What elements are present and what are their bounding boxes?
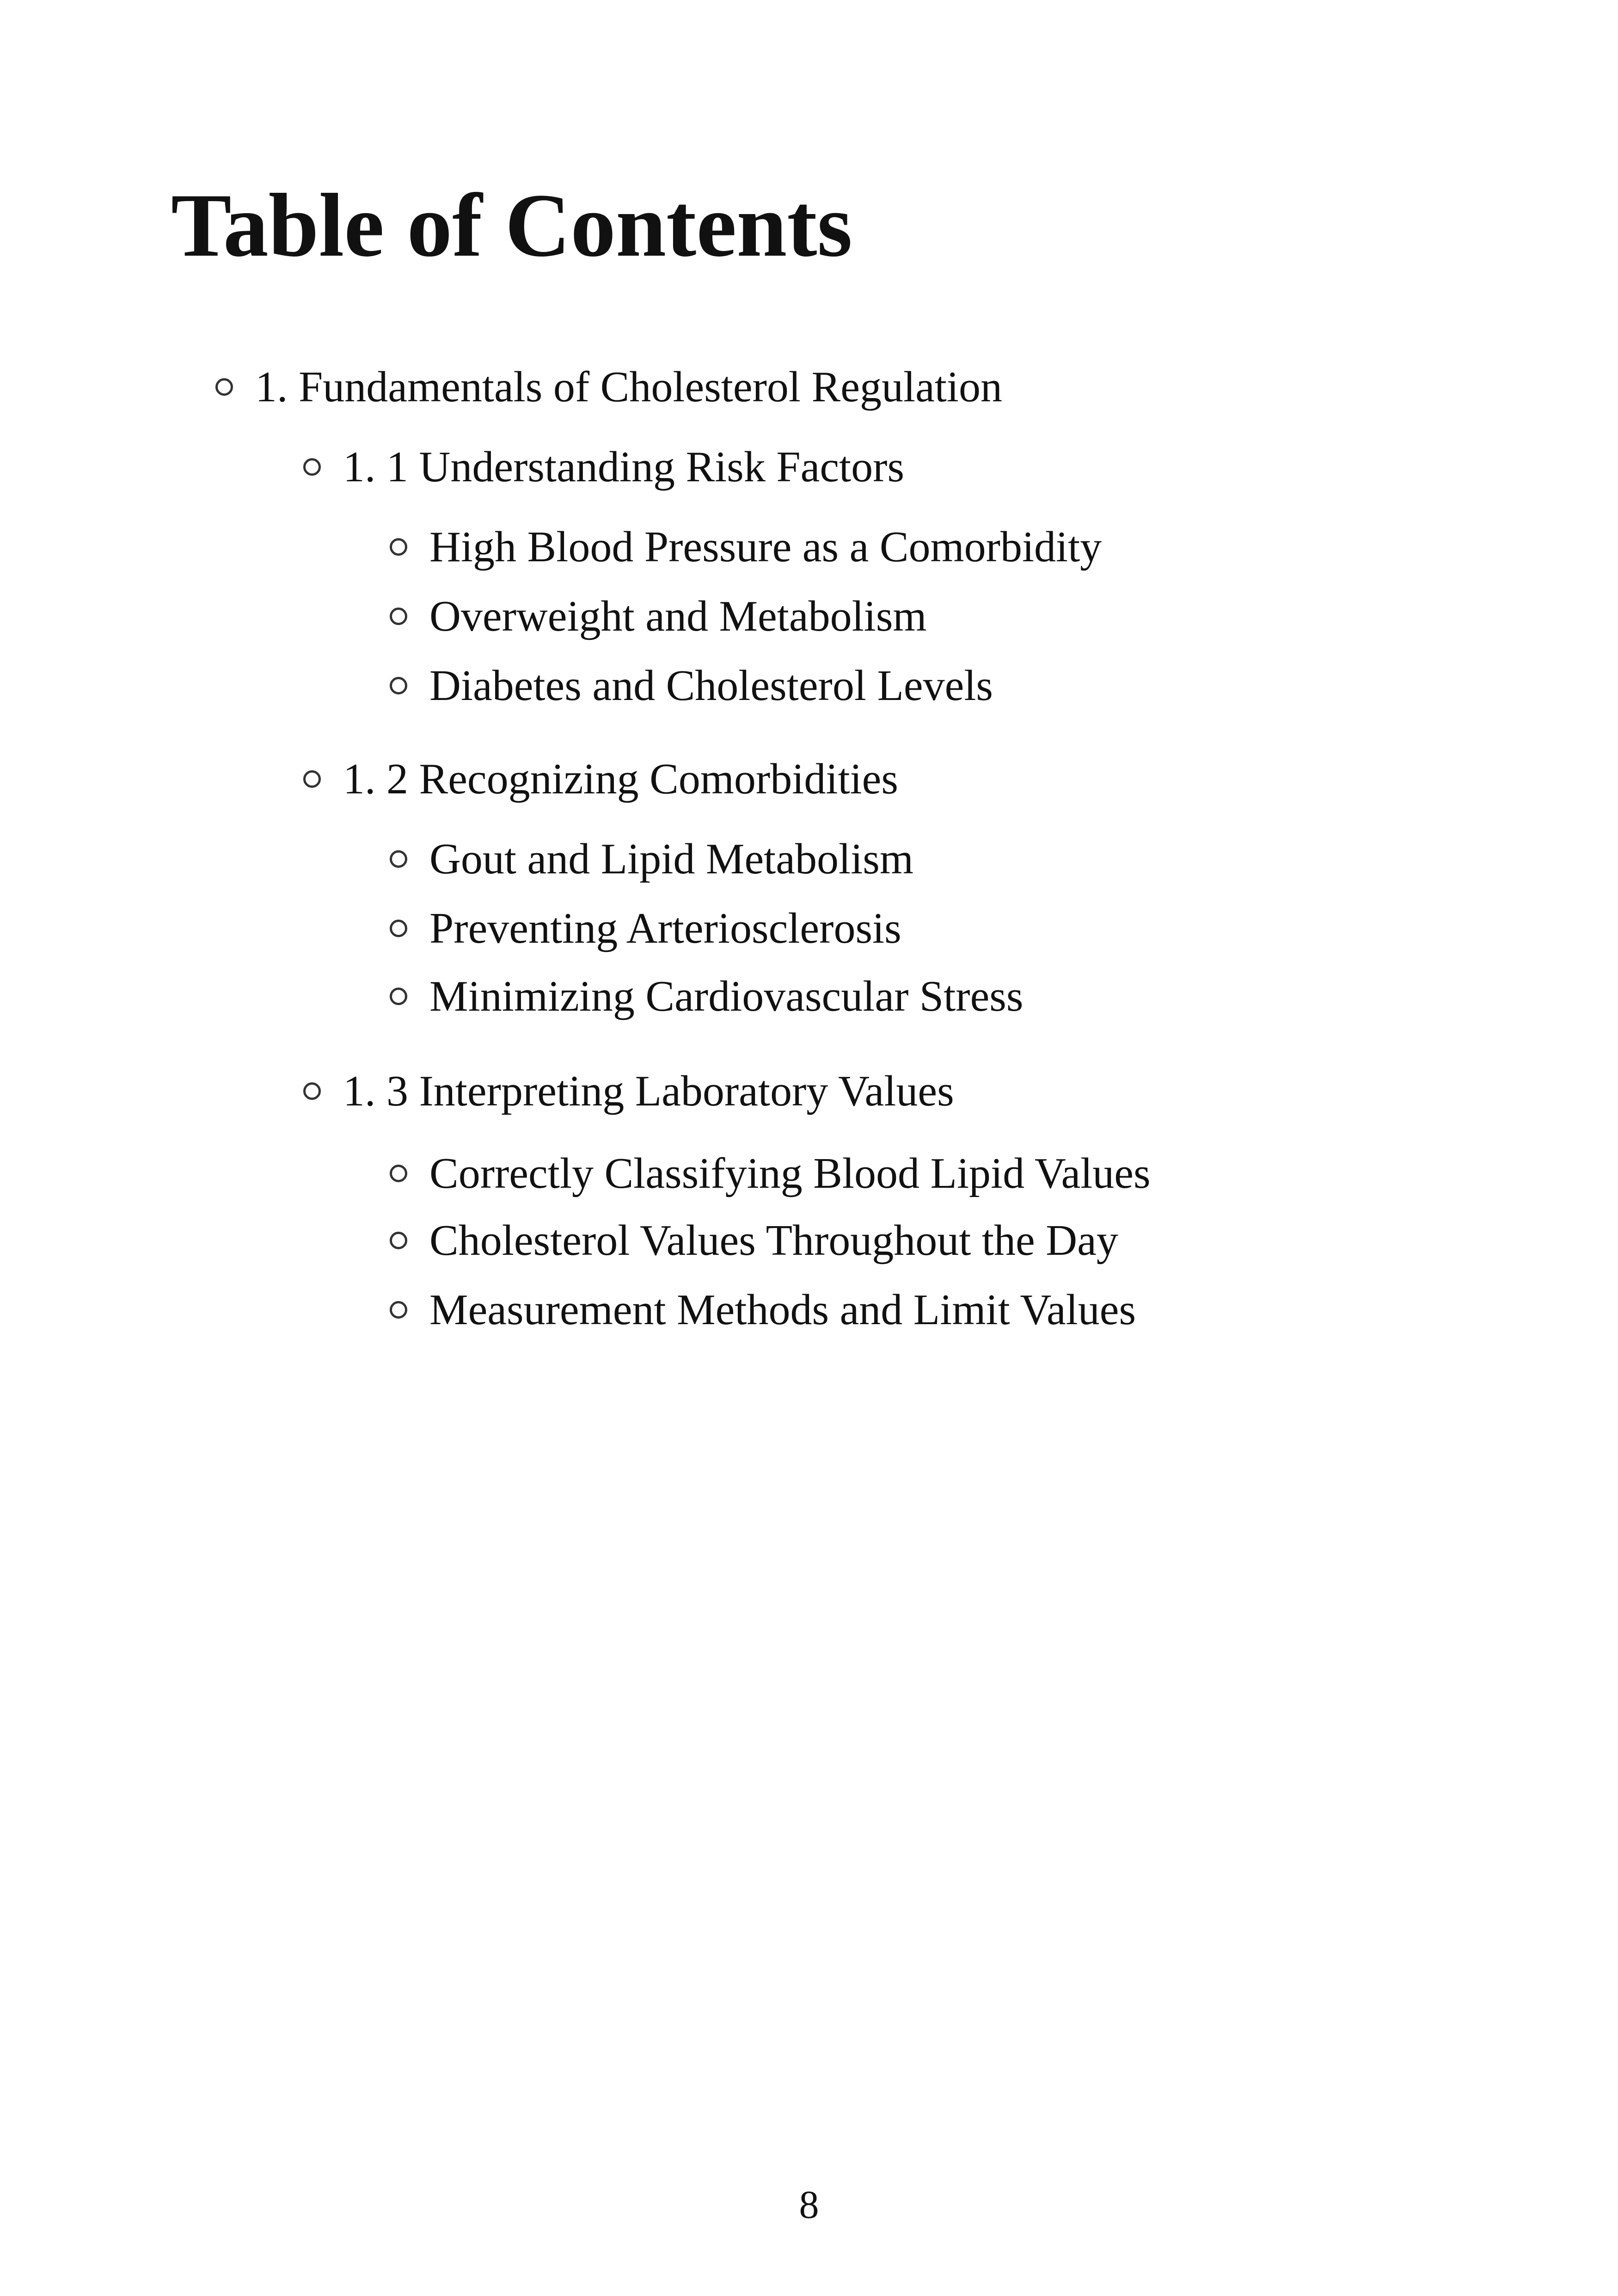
toc-item-cardiovascular-stress[interactable] xyxy=(390,972,1024,1020)
page-number: 8 xyxy=(799,2182,819,2227)
toc-item-label: Overweight and Metabolism xyxy=(429,592,927,640)
toc-section-1-1[interactable] xyxy=(303,445,904,489)
toc-item-label: Cholesterol Values Throughout the Day xyxy=(429,1216,1118,1265)
hollow-circle-bullet-icon xyxy=(303,1082,321,1100)
toc-section-label: 1. 2 Recognizing Comorbidities xyxy=(343,755,898,803)
hollow-circle-bullet-icon xyxy=(390,608,407,625)
toc-item-label: High Blood Pressure as a Comorbidity xyxy=(429,523,1102,571)
hollow-circle-bullet-icon xyxy=(390,988,407,1005)
hollow-circle-bullet-icon xyxy=(390,538,407,556)
toc-item-label: Diabetes and Cholesterol Levels xyxy=(429,662,993,710)
hollow-circle-bullet-icon xyxy=(390,1165,407,1182)
page-title: Table of Contents xyxy=(171,175,852,276)
toc-item-label: Preventing Arteriosclerosis xyxy=(429,904,901,952)
toc-section-label: 1. 3 Interpreting Laboratory Values xyxy=(343,1067,954,1115)
toc-item-blood-lipid-values[interactable] xyxy=(390,1149,1151,1197)
hollow-circle-bullet-icon xyxy=(390,677,407,694)
hollow-circle-bullet-icon xyxy=(390,1232,407,1249)
toc-section-label: 1. 1 Understanding Risk Factors xyxy=(343,443,905,491)
toc-chapter-label: 1. Fundamentals of Cholesterol Regulation xyxy=(255,363,1003,411)
toc-item-label: Minimizing Cardiovascular Stress xyxy=(429,972,1024,1020)
hollow-circle-bullet-icon xyxy=(303,770,321,788)
hollow-circle-bullet-icon xyxy=(215,378,233,396)
hollow-circle-bullet-icon xyxy=(390,1301,407,1319)
toc-item-label: Gout and Lipid Metabolism xyxy=(429,835,913,883)
toc-item-gout[interactable] xyxy=(390,837,913,881)
hollow-circle-bullet-icon xyxy=(390,850,407,868)
toc-item-arteriosclerosis[interactable] xyxy=(390,904,901,952)
toc-item-cholesterol-day[interactable] xyxy=(390,1216,1118,1265)
toc-chapter-1[interactable] xyxy=(215,365,1002,409)
toc-item-measurement-methods[interactable] xyxy=(390,1288,1136,1332)
toc-item-label: Measurement Methods and Limit Values xyxy=(429,1286,1136,1334)
hollow-circle-bullet-icon xyxy=(390,920,407,937)
hollow-circle-bullet-icon xyxy=(303,458,321,476)
toc-section-1-3[interactable] xyxy=(303,1069,954,1113)
toc-section-1-2[interactable] xyxy=(303,757,898,801)
toc-item-overweight[interactable] xyxy=(390,592,927,640)
toc-item-high-blood-pressure[interactable] xyxy=(390,525,1102,569)
toc-item-diabetes[interactable] xyxy=(390,662,993,710)
toc-item-label: Correctly Classifying Blood Lipid Values xyxy=(429,1149,1151,1197)
